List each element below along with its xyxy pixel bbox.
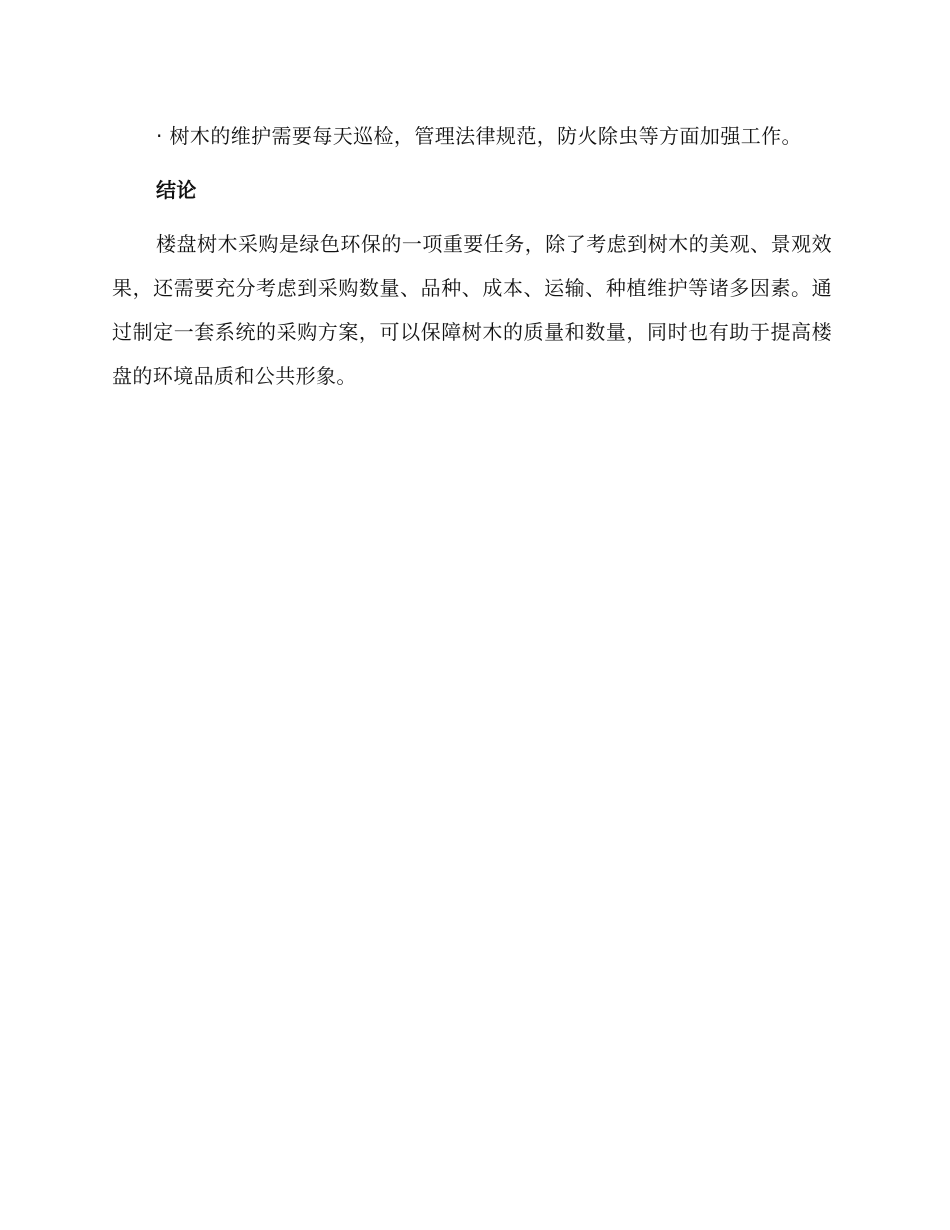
conclusion-heading: 结论	[156, 178, 197, 202]
document-body	[112, 114, 832, 398]
tree-maintenance-bullet: · 树木的维护需要每天巡检，管理法律规范，防火除虫等方面加强工作。	[156, 124, 802, 148]
conclusion-paragraph: 楼盘树木采购是绿色环保的一项重要任务，除了考虑到树木的美观、景观效果，还需要充分考虑到采购数量、品种、成本、运输、种植维护等诸多因素。通过制定一套系统的采购方案，可以保障树木的质量和数量，同时也有助于提高楼盘的环境品质和公共形象。	[112, 232, 832, 388]
